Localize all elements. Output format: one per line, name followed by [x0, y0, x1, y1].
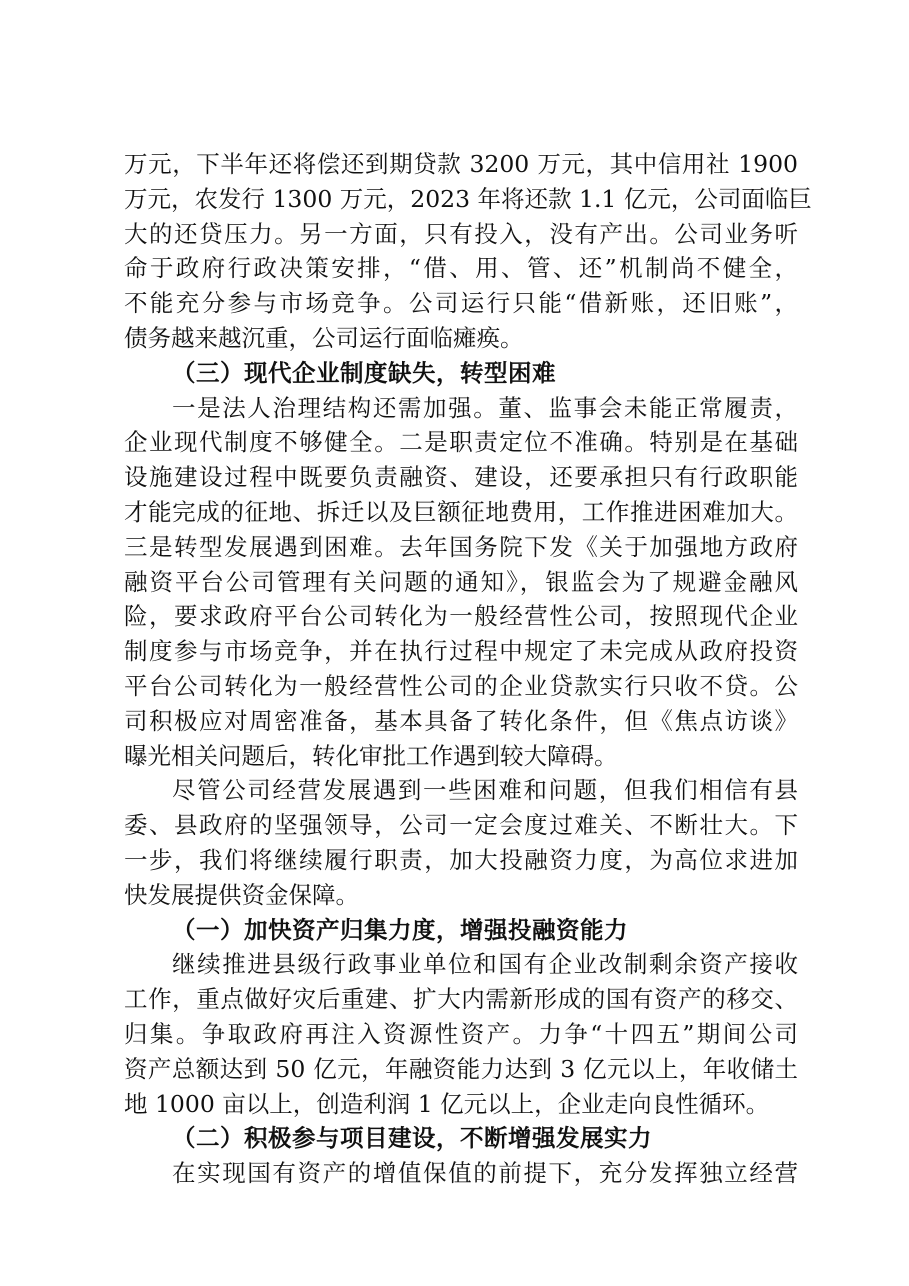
text-line: 不能充分参与市场竞争。公司运行只能“借新账，还旧账”，	[124, 289, 798, 318]
paragraph-governance	[124, 391, 798, 774]
text-line: 三是转型发展遇到困难。去年国务院下发《关于加强地方政府	[124, 532, 798, 561]
text-line: 万元，下半年还将偿还到期贷款 3200 万元，其中信用社 1900	[124, 150, 798, 178]
paragraph-asset-collection	[124, 947, 798, 1121]
text-line: 险，要求政府平台公司转化为一般经营性公司，按照现代企业	[124, 602, 798, 631]
paragraph-debt-pressure	[124, 147, 812, 356]
text-line: 司积极应对周密准备，基本具备了转化条件，但《焦点访谈》	[124, 706, 798, 735]
text-line: 归集。争取政府再注入资源性资产。力争“十四五”期间公司	[124, 1019, 798, 1048]
paragraph-outlook	[124, 773, 798, 912]
text-line: 债务越来越沉重，公司运行面临瘫痪。	[124, 323, 524, 352]
section-heading-1: （一）加快资产归集力度，增强投融资能力	[172, 915, 628, 944]
text-line: 地 1000 亩以上，创造利润 1 亿元以上，企业走向良性循环。	[124, 1089, 770, 1118]
text-line: 命于政府行政决策安排，“借、用、管、还”机制尚不健全，	[124, 254, 798, 283]
text-line: 快发展提供资金保障。	[124, 880, 359, 909]
text-line: 才能完成的征地、拆迁以及巨额征地费用，工作推进困难加大。	[124, 497, 798, 526]
text-line: 平台公司转化为一般经营性公司的企业贷款实行只收不贷。公	[124, 671, 798, 700]
text-line: 继续推进县级行政事业单位和国有企业改制剩余资产接收	[172, 950, 798, 979]
text-line: 企业现代制度不够健全。二是职责定位不准确。特别是在基础	[124, 428, 798, 457]
section-heading-2: （二）积极参与项目建设，不断增强发展实力	[172, 1124, 652, 1153]
text-line: 工作，重点做好灾后重建、扩大内需新形成的国有资产的移交、	[124, 985, 798, 1014]
text-line: 万元，农发行 1300 万元，2023 年将还款 1.1 亿元，公司面临巨	[124, 184, 812, 213]
text-line: 大的还贷压力。另一方面，只有投入，没有产出。公司业务听	[124, 219, 798, 248]
document-body	[124, 147, 812, 1191]
text-line: 制度参与市场竞争，并在执行过程中规定了未完成从政府投资	[124, 637, 798, 666]
text-line: 资产总额达到 50 亿元，年融资能力达到 3 亿元以上，年收储土	[124, 1054, 798, 1083]
text-line: 委、县政府的坚强领导，公司一定会度过难关、不断壮大。下	[124, 811, 798, 840]
text-line: 设施建设过程中既要负责融资、建设，还要承担只有行政职能	[124, 463, 798, 492]
paragraph-project-construction	[124, 1156, 798, 1191]
section-heading-3: （三）现代企业制度缺失，转型困难	[172, 358, 556, 387]
text-line: 尽管公司经营发展遇到一些困难和问题，但我们相信有县	[172, 776, 798, 805]
text-line: 融资平台公司管理有关问题的通知》，银监会为了规避金融风	[124, 567, 798, 596]
text-line: 在实现国有资产的增值保值的前提下，充分发挥独立经营	[172, 1159, 798, 1188]
text-line: 曝光相关问题后，转化审批工作遇到较大障碍。	[124, 741, 618, 770]
text-line: 一是法人治理结构还需加强。董、监事会未能正常履责，	[172, 393, 798, 422]
text-line: 一步，我们将继续履行职责，加大投融资力度，为高位求进加	[124, 845, 798, 874]
